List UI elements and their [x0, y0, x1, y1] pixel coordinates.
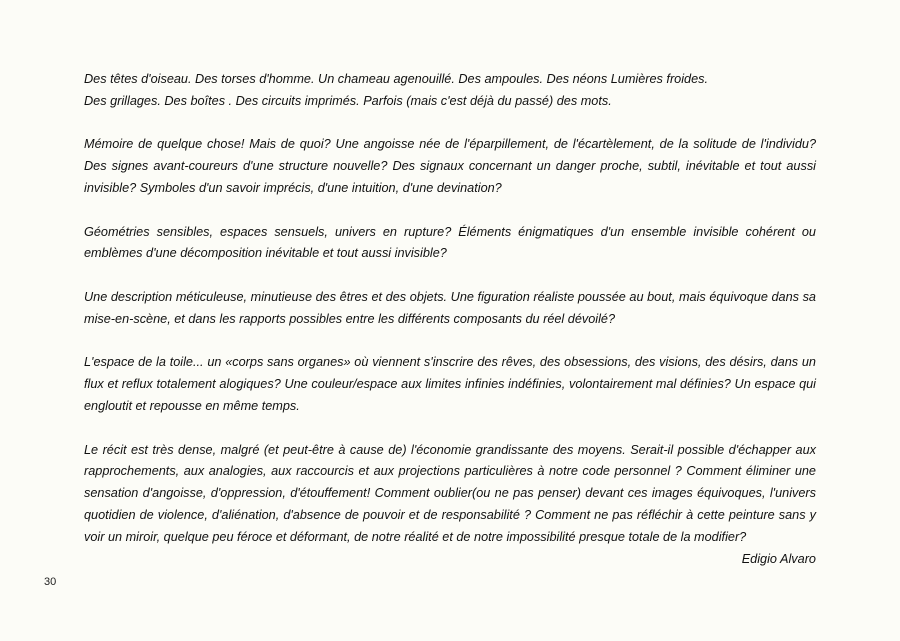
paragraph-1 — [84, 69, 816, 113]
paragraph-1-line-1: Des têtes d'oiseau. Des torses d'homme. Un chameau agenouillé. Des ampoules. Des néons Lumières froides. — [84, 72, 709, 86]
paragraph-3: Géométries sensibles, espaces sensuels, univers en rupture? Éléments énigmatiques d'un ensemble invisible cohérent ou emblèmes d'une décomposition inévitable et tout aussi invisible? — [84, 224, 816, 261]
paragraph-5: L'espace de la toile... un «corps sans organes» où viennent s'inscrire des rêves, des obsessions, des visions, des désirs, dans un flux et reflux totalement alogiques? Une couleur/espace aux limites infinies indéfinies, volontairement mal définies? Un espace qui engloutit et repousse en même temps. — [84, 355, 816, 413]
author-signature: Edigio Alvaro — [741, 551, 816, 566]
essay-text — [84, 69, 816, 570]
page-number: 30 — [44, 576, 57, 588]
paragraph-2: Mémoire de quelque chose! Mais de quoi? Une angoisse née de l'éparpillement, de l'écartèlement, de la solitude de l'individu? Des signes avant-coureurs d'une structure nouvelle? Des signaux concernant un danger proche, subtil, inévitable et tout aussi invisible? Symboles d'un savoir imprécis, d'une intuition, d'une devination? — [84, 137, 816, 195]
paragraph-4: Une description méticuleuse, minutieuse des êtres et des objets. Une figuration réaliste poussée au bout, mais équivoque dans sa mise-en-scène, et dans les rapports possibles entre les différents composants du réel dévoilé? — [84, 289, 816, 326]
paragraph-1-line-2: Des grillages. Des boîtes . Des circuits imprimés. Parfois (mais c'est déjà du passé) des mots. — [84, 93, 612, 108]
paragraph-6: Le récit est très dense, malgré (et peut-être à cause de) l'économie grandissante des moyens. Serait-il possible d'échapper aux rapprochements, aux analogies, aux raccourcis et aux projections particulières à notre code personnel ? Comment éliminer une sensation d'angoisse, d'oppression, d'étouffement! Comment oublier(ou ne pas penser) devant ces images équivoques, l'univers quotidien de violence, d'aliénation, d'absence de pouvoir et de responsabilité ? Comment ne pas réfléchir à cette peinture sans y voir un miroir, quelque peu féroce et déformant, de notre réalité et de notre impossibilité presque totale de la modifier? — [84, 442, 816, 544]
